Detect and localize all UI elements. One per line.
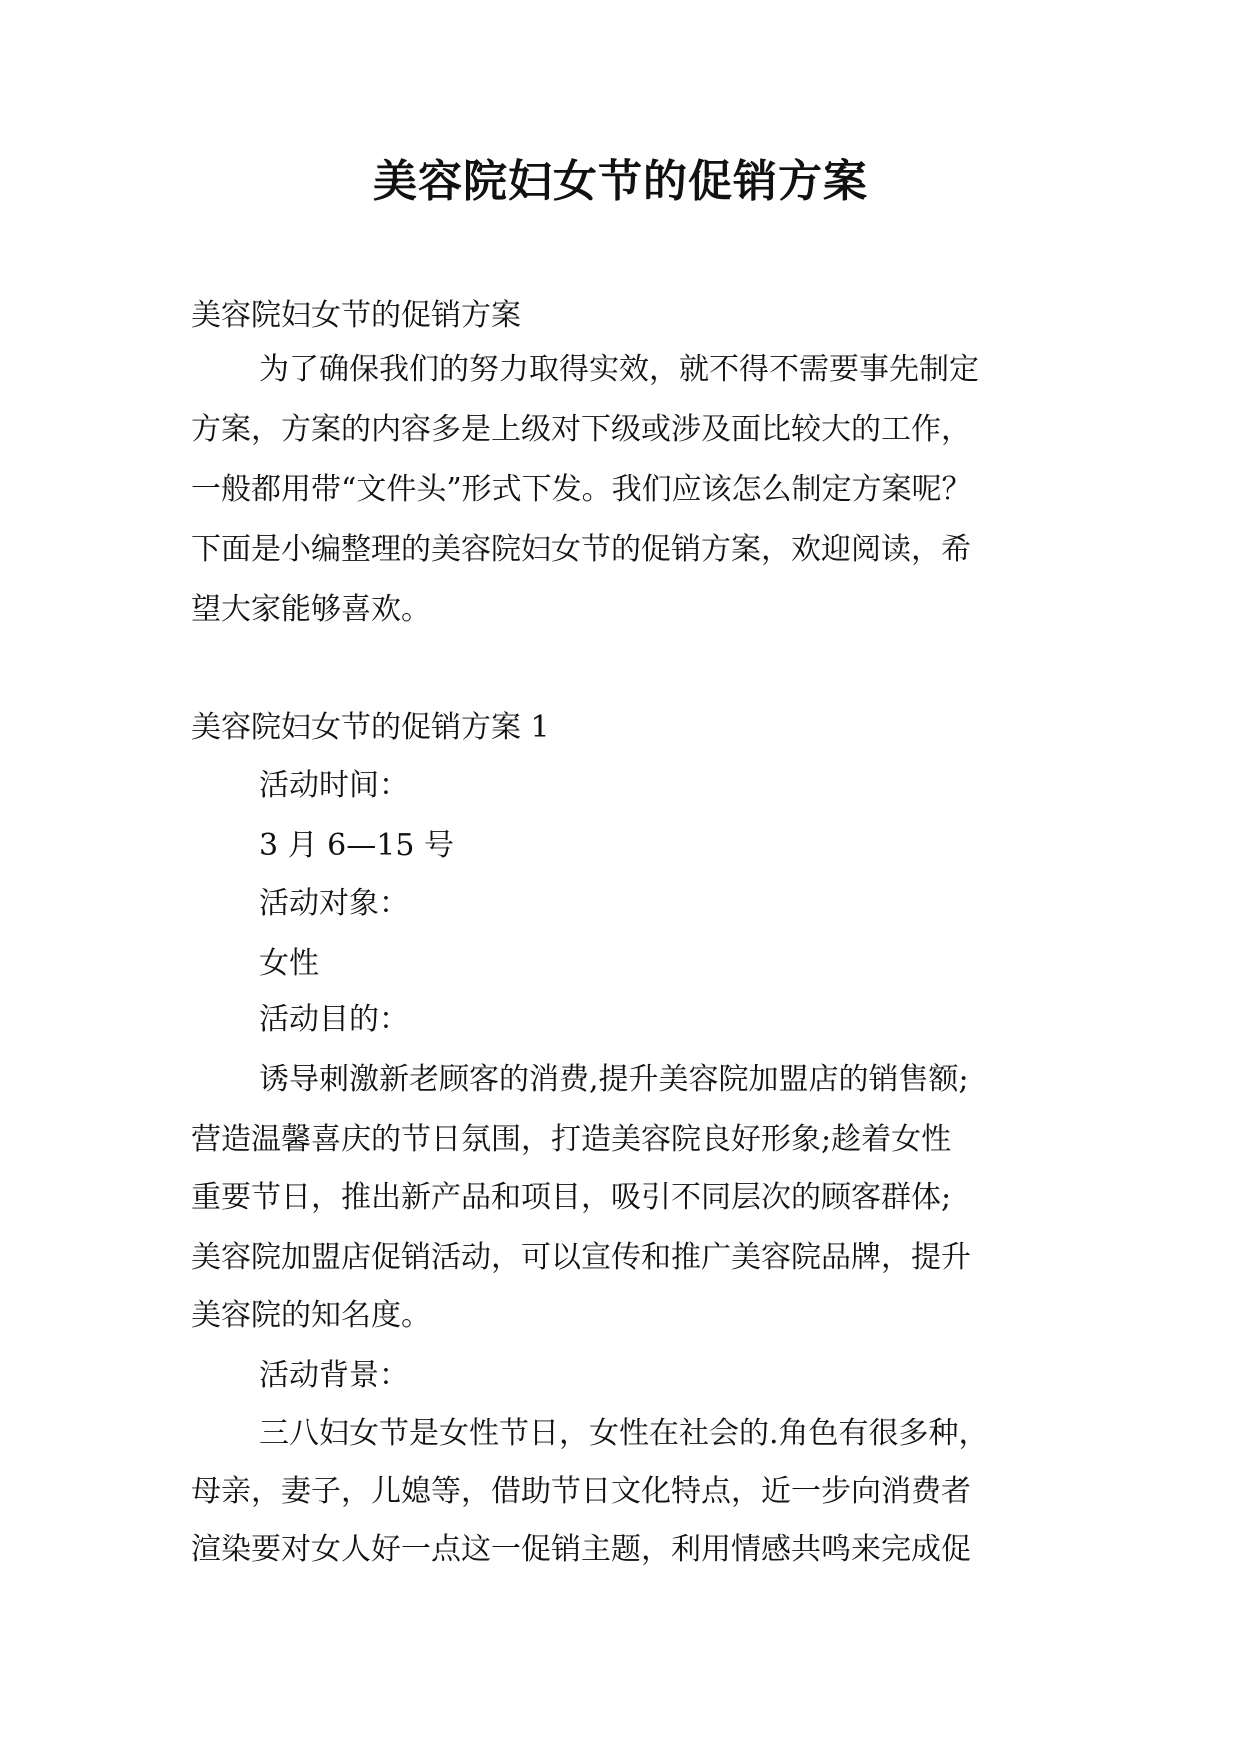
activity-target-value: 女性: [259, 946, 319, 981]
intro-paragraph-line: 为了确保我们的努力取得实效，就不得不需要事先制定: [259, 352, 979, 387]
activity-target-label: 活动对象：: [259, 886, 409, 921]
purpose-paragraph-line: 美容院的知名度。: [191, 1298, 431, 1333]
purpose-paragraph-line: 重要节日，推出新产品和项目，吸引不同层次的顾客群体;: [191, 1180, 952, 1215]
intro-paragraph-line: 一般都用带“文件头”形式下发。我们应该怎么制定方案呢？: [191, 472, 972, 507]
purpose-paragraph-line: 诱导刺激新老顾客的消费,提升美容院加盟店的销售额;: [259, 1062, 969, 1097]
background-paragraph-line: 三八妇女节是女性节日，女性在社会的.角色有很多种，: [259, 1416, 989, 1451]
activity-time-value: 3 月 6—15 号: [259, 828, 454, 863]
section-title: 美容院妇女节的促销方案 1: [191, 710, 550, 745]
purpose-paragraph-line: 美容院加盟店促销活动，可以宣传和推广美容院品牌，提升: [191, 1240, 971, 1275]
intro-paragraph-line: 下面是小编整理的美容院妇女节的促销方案，欢迎阅读，希: [191, 532, 971, 567]
document-subheading: 美容院妇女节的促销方案: [191, 298, 521, 333]
purpose-paragraph-line: 营造温馨喜庆的节日氛围，打造美容院良好形象;趁着女性: [191, 1122, 952, 1157]
activity-purpose-label: 活动目的：: [259, 1002, 409, 1037]
document-title: 美容院妇女节的促销方案: [373, 156, 868, 207]
activity-time-label: 活动时间：: [259, 768, 409, 803]
activity-background-label: 活动背景：: [259, 1358, 409, 1393]
intro-paragraph-line: 方案，方案的内容多是上级对下级或涉及面比较大的工作，: [191, 412, 971, 447]
background-paragraph-line: 渲染要对女人好一点这一促销主题，利用情感共鸣来完成促: [191, 1532, 971, 1567]
background-paragraph-line: 母亲，妻子，儿媳等，借助节日文化特点，近一步向消费者: [191, 1474, 971, 1509]
intro-paragraph-line: 望大家能够喜欢。: [191, 592, 431, 627]
